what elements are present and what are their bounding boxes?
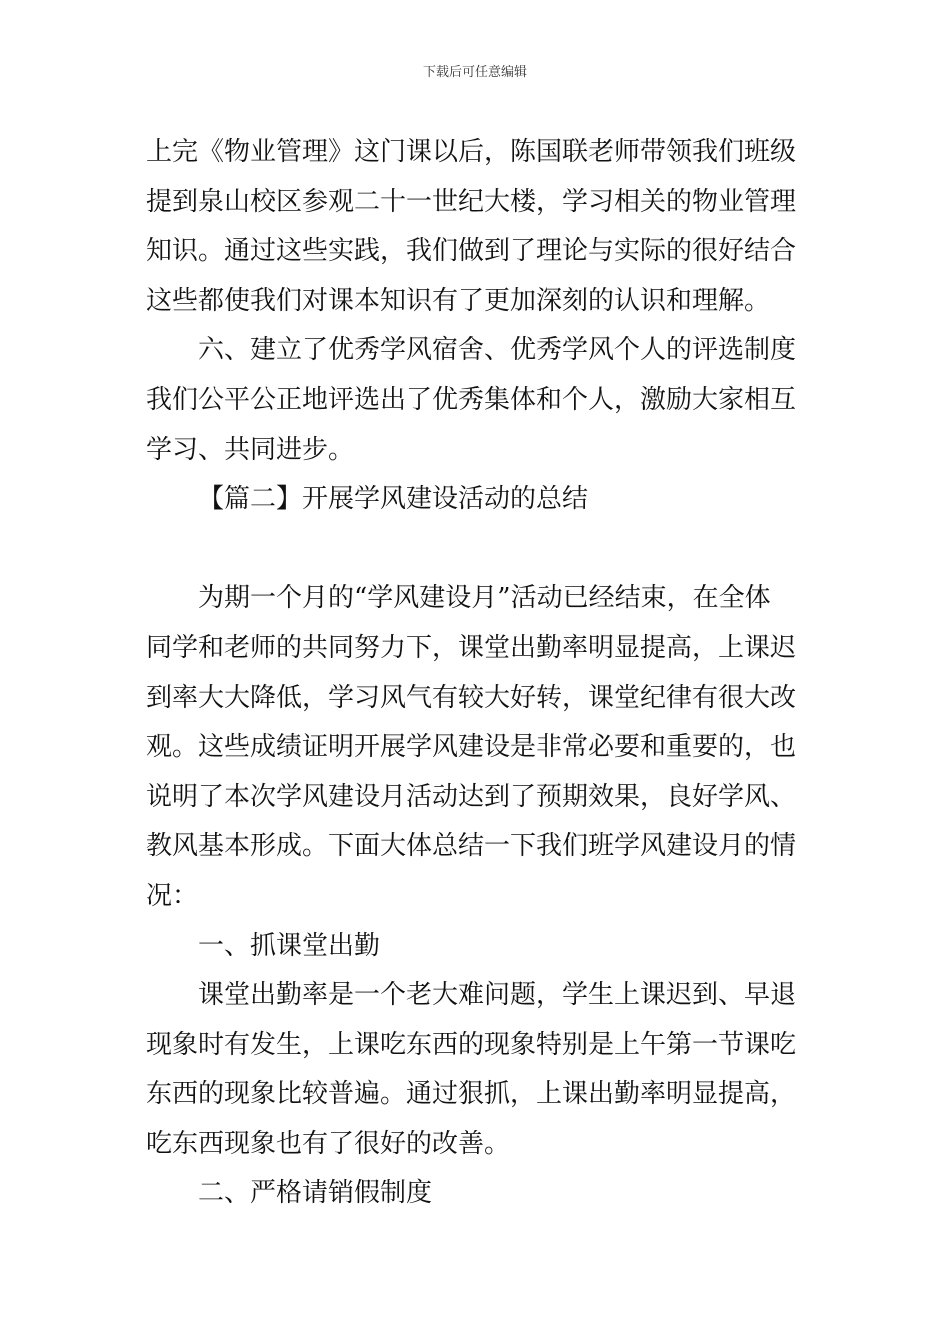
paragraph-start: 为期一个月的“学风建设月”活动已经结束，在全体: [198, 583, 771, 614]
document-body: [146, 128, 810, 1219]
text-line: 这些都使我们对课本知识有了更加深刻的认识和理解。: [146, 285, 771, 316]
text-line: 现象时有发生，上课吃东西的现象特别是上午第一节课吃: [146, 1029, 797, 1060]
blank-line: [146, 525, 810, 575]
section-heading: 一、抓课堂出勤: [198, 930, 381, 961]
text-line: 教风基本形成。下面大体总结一下我们班学风建设月的情: [146, 831, 797, 862]
text-line: 况：: [146, 880, 199, 911]
text-line: 知识。通过这些实践，我们做到了理论与实际的很好结合: [146, 236, 797, 267]
section-heading: 二、严格请销假制度: [198, 1178, 433, 1209]
section-heading: 六、建立了优秀学风宿舍、优秀学风个人的评选制度: [198, 335, 797, 366]
text-line: 观。这些成绩证明开展学风建设是非常必要和重要的，也: [146, 732, 797, 763]
paragraph-start: 课堂出勤率是一个老大难问题，学生上课迟到、早退: [198, 980, 797, 1011]
text-line: 我们公平公正地评选出了优秀集体和个人，激励大家相互: [146, 384, 797, 415]
text-line: 提到泉山校区参观二十一世纪大楼，学习相关的物业管理: [146, 186, 797, 217]
text-line: 说明了本次学风建设月活动达到了预期效果，良好学风、: [146, 781, 797, 812]
text-line: 同学和老师的共同努力下，课堂出勤率明显提高，上课迟: [146, 632, 797, 663]
text-line: 东西的现象比较普遍。通过狠抓，上课出勤率明显提高，: [146, 1079, 797, 1110]
text-line: 上完《物业管理》这门课以后，陈国联老师带领我们班级: [146, 137, 797, 167]
page-header: 下载后可任意编辑: [422, 65, 527, 80]
text-line: 吃东西现象也有了很好的改善。: [146, 1128, 511, 1159]
chapter-title: 【篇二】开展学风建设活动的总结: [198, 484, 589, 515]
text-line: 学习、共同进步。: [146, 434, 355, 465]
text-line: 到率大大降低，学习风气有较大好转，课堂纪律有很大改: [146, 682, 797, 713]
